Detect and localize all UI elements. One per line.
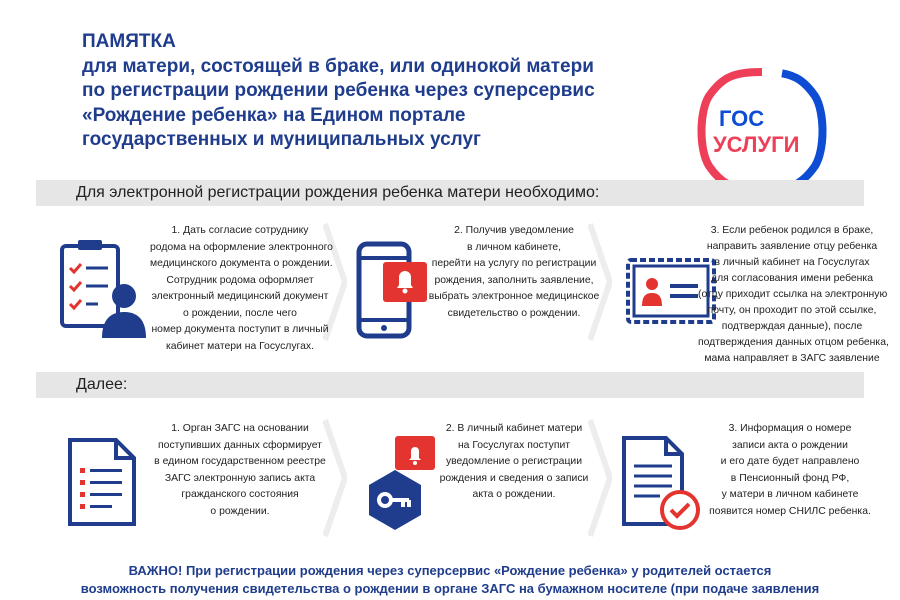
- step-2-3-text: [700, 421, 880, 520]
- step-line: Сотрудник родома оформляет: [166, 274, 314, 286]
- step-2-2-text: [424, 421, 604, 504]
- step-line: о рождении, после чего: [183, 307, 297, 319]
- step-line: рождения и сведения о записи: [439, 472, 589, 484]
- gosuslugi-logo: [693, 66, 831, 196]
- step-1-1-text: [150, 223, 333, 355]
- step-line: ЗАГС электронную запись акта: [164, 472, 316, 484]
- step-line: родома на оформление электронного: [150, 241, 333, 253]
- important-line-2: возможность получения свидетельства о рождении в органе ЗАГС на бумажном носителе (при подаче заявления: [80, 581, 820, 596]
- step-line: почту, он проходит по этой ссылке,: [707, 305, 877, 316]
- step-line: номер документа поступит в личный: [151, 324, 329, 335]
- step-line: перейти на услугу по регистрации: [431, 258, 597, 269]
- logo-text-uslugi: УСЛУГИ: [713, 132, 800, 157]
- step-line: о рождении.: [210, 505, 270, 517]
- step-line: рождения, заполнить заявление,: [434, 274, 594, 286]
- step-2-1-text: [150, 421, 330, 520]
- step-line: кабинет матери на Госуслугах.: [166, 340, 314, 352]
- step-line: 3. Если ребенок родился в браке,: [710, 225, 874, 236]
- important-note: [80, 562, 820, 598]
- section-2-header: Далее:: [36, 372, 864, 398]
- step-line: 3. Информация о номере: [728, 423, 852, 434]
- checklist-user-icon: [58, 238, 148, 342]
- section-1-header: Для электронной регистрации рождения ребенка матери необходимо:: [36, 180, 864, 206]
- step-line: в личный кабинет на Госуслугах: [714, 257, 870, 268]
- logo-text-gos: ГОС: [719, 106, 765, 131]
- title-line-2: для матери, состоящей в браке, или одинокой матери: [82, 55, 594, 77]
- important-line-1: ВАЖНО! При регистрации рождения через суперсервис «Рождение ребенка» у родителей остается: [128, 563, 772, 578]
- step-line: выбрать электронное медицинское: [428, 291, 600, 302]
- step-line: у матери в личном кабинете: [721, 489, 859, 500]
- title-line-3: по регистрации рождении ребенка через суперсервис: [82, 80, 595, 101]
- step-line: на Госуслугах поступит: [457, 439, 571, 451]
- phone-notification-icon: [355, 240, 435, 340]
- step-line: мама направляет в ЗАГС заявление: [704, 353, 880, 364]
- step-line: электронный медицинский документ: [151, 291, 329, 302]
- title-line-1: ПАМЯТКА: [82, 31, 176, 52]
- step-line: медицинского документа о рождении.: [150, 258, 333, 269]
- step-line: в едином государственном реестре: [154, 456, 326, 467]
- step-line: появится номер СНИЛС ребенка.: [709, 505, 871, 517]
- step-line: 2. Получив уведомление: [454, 225, 574, 236]
- step-line: 1. Орган ЗАГС на основании: [171, 423, 309, 434]
- title-line-5: государственных и муниципальных услуг: [82, 129, 481, 150]
- step-line: подтверждая данные), после: [721, 321, 863, 332]
- step-line: (отцу приходит ссылка на электронную: [698, 289, 888, 300]
- step-line: в личном кабинете,: [466, 241, 562, 253]
- step-line: записи акта о рождении: [732, 439, 848, 451]
- step-line: свидетельство о рождении.: [447, 307, 581, 319]
- step-line: 2. В личный кабинет матери: [445, 423, 583, 434]
- memo-title: [82, 30, 642, 153]
- step-line: гражданского состояния: [181, 489, 299, 500]
- step-1-3-text: [698, 223, 889, 367]
- step-line: и его дате будет направлено: [720, 456, 860, 467]
- title-line-4: «Рождение ребенка» на Едином портале: [82, 104, 466, 126]
- document-list-icon: [66, 436, 138, 528]
- step-line: поступивших данных сформирует: [158, 439, 322, 451]
- step-line: 1. Дать согласие сотруднику: [171, 225, 309, 236]
- step-line: акта о рождении.: [472, 489, 556, 500]
- step-1-2-text: [424, 223, 604, 322]
- step-line: для согласования имени ребенка: [711, 273, 873, 284]
- step-line: уведомление о регистрации: [445, 456, 583, 467]
- document-check-icon: [620, 434, 704, 534]
- step-line: подтверждения данных отцом ребенка,: [698, 337, 889, 348]
- step-line: в Пенсионный фонд РФ,: [730, 472, 850, 484]
- step-line: направить заявление отцу ребенка: [706, 241, 878, 252]
